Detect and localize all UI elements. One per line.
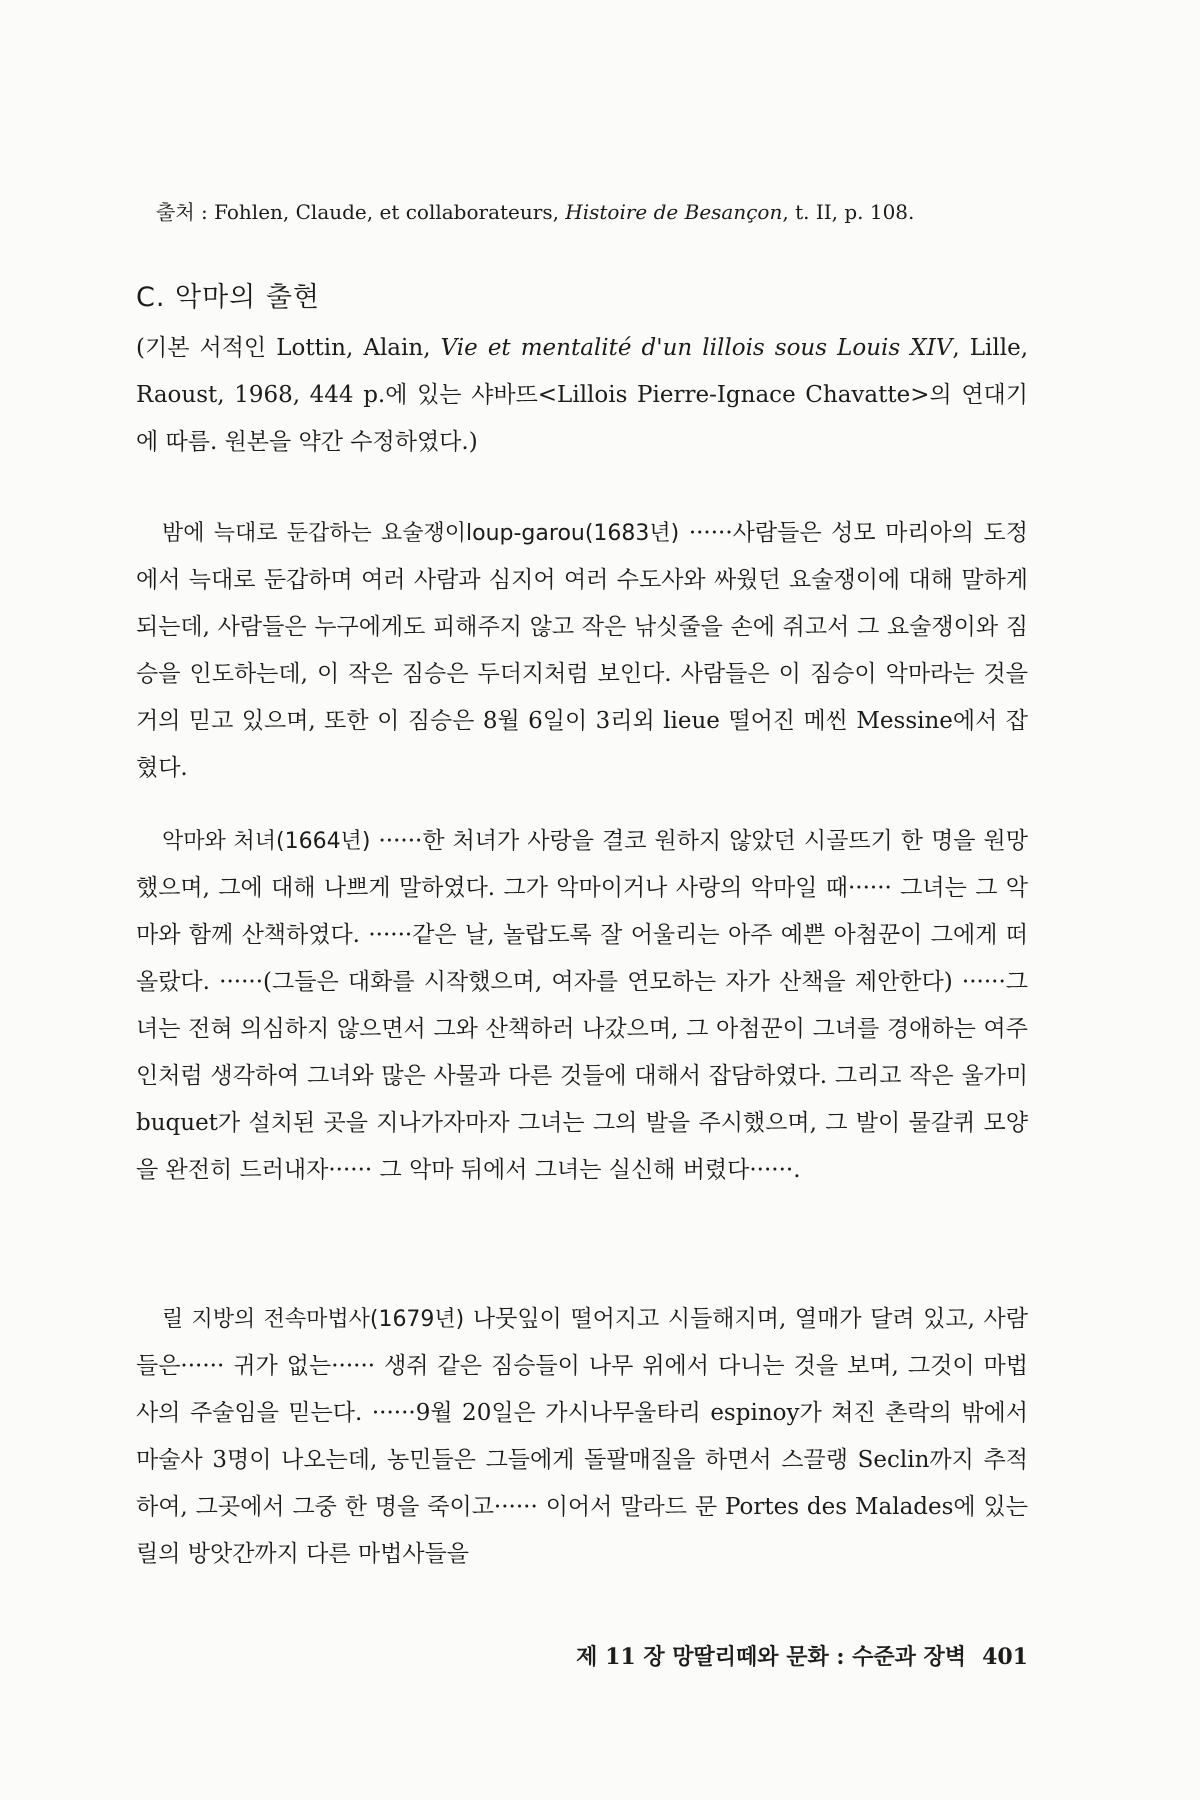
book-page (136, 0, 1028, 1800)
source-suffix: , t. II, p. 108. (782, 200, 915, 224)
paragraph-body: 나뭇잎이 떨어지고 시들해지며, 열매가 달려 있고, 사람들은······ 귀가 없는······ 생쥐 같은 짐승들이 나무 위에서 다니는 것을 보며, 그것이 마법사의 주술임을 믿는다. ······9월 20일은 가시나무울타리 espinoy가 쳐진 촌락의 밖에서 마술사 3명이 나오는데, 농민들은 그들에게 돌팔매질을 하면서 스끌랭 Seclin까지 추적하여, 그곳에서 그중 한 명을 죽이고······ 이어서 말라드 문 Portes des Malades에 있는 릴의 방앗간까지 다른 마법사들을 (136, 1306, 1028, 1567)
intro-book-title: Vie et mentalité d'un lillois sous Louis XIV (440, 335, 953, 361)
paragraph-lead: 밤에 늑대로 둔갑하는 요술쟁이loup-garou(1683년) (162, 521, 680, 546)
source-title: Histoire de Besançon (565, 200, 783, 224)
paragraph-devil-and-maiden (136, 818, 1028, 1194)
paragraph-lead: 악마와 처녀(1664년) (162, 829, 371, 854)
chapter-title: 제 11 장 망딸리떼와 문화 : 수준과 장벽 (576, 1644, 967, 1670)
page-number: 401 (982, 1644, 1028, 1670)
intro-after: , Lille, Raoust, 1968, 444 p.에 있는 샤바뜨<Lillois Pierre-Ignace Chavatte>의 연대기에 따름. 원본을 약간 수정하였다.) (136, 335, 1028, 455)
paragraph-werewolf (136, 510, 1028, 792)
paragraph-body: ······사람들은 성모 마리아의 도정에서 늑대로 둔갑하며 여러 사람과 심지어 여러 수도사와 싸웠던 요술쟁이에 대해 말하게 되는데, 사람들은 누구에게도 피해주지 않고 작은 낚싯줄을 손에 쥐고서 그 요술쟁이와 짐승을 인도하는데, 이 작은 짐승은 두더지처럼 보인다. 사람들은 이 짐승이 악마라는 것을 거의 믿고 있으며, 또한 이 짐승은 8월 6일이 3리외 lieue 떨어진 메씬 Messine에서 잡혔다. (136, 520, 1028, 781)
running-footer (576, 1642, 1028, 1672)
source-prefix: 출처 : Fohlen, Claude, et collaborateurs, (156, 200, 566, 224)
paragraph-lead: 릴 지방의 전속마법사(1679년) (162, 1307, 465, 1332)
paragraph-body: ······한 처녀가 사랑을 결코 원하지 않았던 시골뜨기 한 명을 원망했으며, 그에 대해 나쁘게 말하였다. 그가 악마이거나 사랑의 악마일 때······ 그녀는 그 악마와 함께 산책하였다. ······같은 날, 놀랍도록 잘 어울리는 아주 예쁜 아첨꾼이 그에게 떠올랐다. ······(그들은 대화를 시작했으며, 여자를 연모하는 자가 산책을 제안한다) ······그녀는 전혀 의심하지 않으면서 그와 산책하러 나갔으며, 그 아첨꾼이 그녀를 경애하는 여주인처럼 생각하여 그녀와 많은 사물과 다른 것들에 대해서 잡담하였다. 그리고 작은 울가미buquet가 설치된 곳을 지나가자마자 그녀는 그의 발을 주시했으며, 그 발이 물갈퀴 모양을 완전히 드러내자······ 그 악마 뒤에서 그녀는 실신해 버렸다······. (136, 828, 1028, 1183)
paragraph-lille-sorcerers (136, 1296, 1028, 1578)
section-intro (136, 325, 1028, 466)
section-heading: C. 악마의 출현 (136, 282, 321, 313)
intro-before: (기본 서적인 Lottin, Alain, (136, 335, 441, 361)
source-citation (156, 198, 914, 226)
